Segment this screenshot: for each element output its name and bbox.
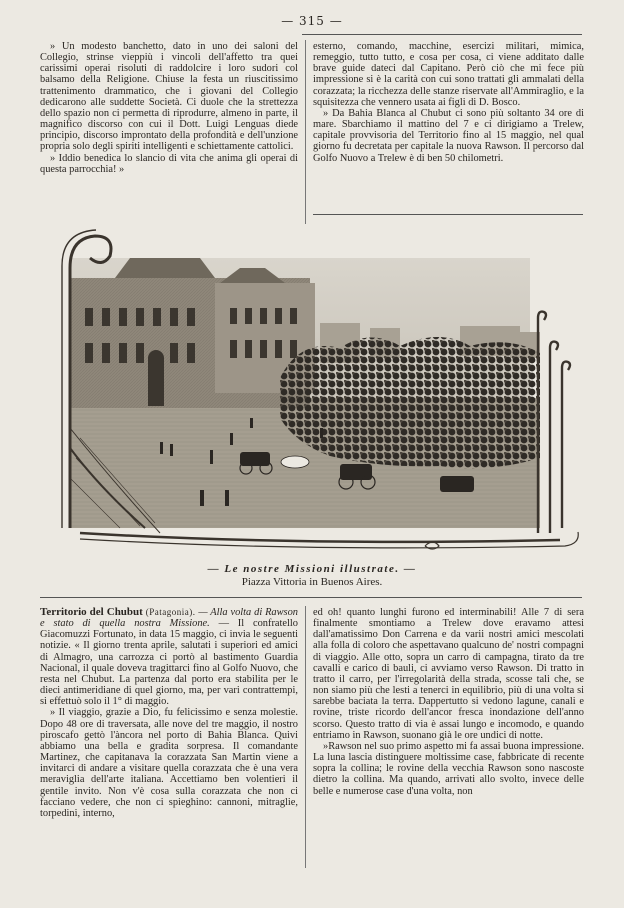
column-divider bbox=[305, 606, 306, 868]
paragraph: ed oh! quanto lunghi furono ed interminabili! Alle 7 di sera finalmente smontiamo a Trelew dove eravamo attesi dall'amatissimo Don Carrena e da varii nostri amici mescolati alla folla di coloro che aspettavano qualcuno de' nostri compagni di viaggio. Alle otto, sopra un carro di campagna, tirato da tre cavalli e carico di bauli, ci avviamo verso Rawson. Di tratto in tratto il carro, per l'irregolarità della strada, scosse tali che, se non siamo più che lesti a tenerci in equilibrio, più di una volta si sarebbe baciata la terra. Dappertutto si vedono lagune, canali e rovine, triste ricordo dell'ancor fresca inondazione dell'anno scorso. Questo tratto di via è assai lungo e incomodo, e quando entriamo in Rawson, suonano già le ore undici di notte. bbox=[313, 607, 584, 741]
paragraph: » Da Bahia Blanca al Chubut ci sono più soltanto 34 ore di mare. Sbarchiamo il mattino del 7 e ci dirigiamo a Trelew, capitale provvisoria del Territorio fino al 15 maggio, nel qual giorno fu decretata per capitale la nuova Rawson. Il percorso dal Golfo Nuovo a Trelew è di ben 50 chilometri. bbox=[313, 107, 584, 164]
section-subheading: — Alla volta di Rawson e stato di quella nostra Missione. bbox=[40, 607, 298, 630]
paragraph: »Rawson nel suo primo aspetto mi fa assai buona impressione. La luna lascia distinguere moltissime case, fabbricate di recente sopra la collina; le rovine della vecchia Rawson sono nascoste dietro la collina. Ma quando, arrivati allo svolto, invece delle belle e numerose case d'una volta, non bbox=[313, 740, 584, 797]
palace bbox=[70, 258, 315, 408]
paragraph-text: — Il confratello Giacomuzzi Fortunato, in data 15 maggio, ci invia le seguenti notizie. « Il giorno trenta aprile, salutati i superiori ed amici di Almagro, una carrozza ci portò al bastimento Guardia Nacional, il quale doveva tragittarci fino al Golfo Nuovo, che resta nel Chubut. La partenza dal porto era stabilita per le dieci antimeridiane di quel giorno, ma, per vari contrattempi, si effettuò solo il 1° di maggio. bbox=[40, 618, 298, 708]
header-rule bbox=[302, 34, 582, 35]
illustration-plaza bbox=[40, 228, 582, 558]
section-opening-paragraph bbox=[40, 607, 298, 707]
figure-caption-title: — Le nostre Missioni illustrate. — bbox=[207, 563, 417, 575]
figure-caption-subtitle: Piazza Vittoria in Buenos Aires. bbox=[241, 576, 383, 588]
paragraph: » Il viaggio, grazie a Dio, fu felicissimo e senza molestie. Dopo 48 ore di traversata, alle nove del tre maggio, il nostro piroscafo gettò l'àncora nel porto di Bahia Blanca. Quivi abbiamo una bella e gradita sorpresa. Il comandante Martinez, che capitanava la corazzata San Martin viene a invitarci di andare a visitare quella corazzata che è una vera meraviglia dell'arte italiana. Accettiamo ben volentieri il gentile invito. Non v'è cosa sulla corazzata che non ci facciano vedere, che non ci spieghino: cannoni, mitraglie, torpedini, interno, bbox=[40, 707, 298, 819]
paragraph: » Iddio benedica lo slancio di vita che anima gli operai di questa parrocchia! » bbox=[40, 152, 298, 175]
bottom-right-column bbox=[313, 607, 584, 797]
top-left-column bbox=[40, 41, 298, 175]
top-right-column bbox=[313, 41, 584, 164]
section-heading-region: (Patagonia). bbox=[145, 607, 196, 617]
paragraph: esterno, comando, macchine, esercizi militari, mimica, remeggio, tutto tutto, e cosa per cosa, ci viene additato dalle brave guide dateci dal Capitano. Però ciò che mi fece più impressione si è la carità con cui sono trattati gli ammalati della corazzata; la ricchezza delle stanze riservate all'Ammiraglio, e la squisitezza che vennero usata ai figli di D. Bosco. bbox=[313, 41, 584, 108]
bottom-left-column bbox=[40, 607, 298, 819]
section-heading: Territorio del Chubut bbox=[40, 606, 143, 618]
paragraph: » Un modesto banchetto, dato in uno dei saloni del Collegio, strinse vieppiù i vincoli dell'affetto tra quei carissimi operai risoluti di raddolcire i loro sudori col balsamo della Religione. Chiuse la festa un riuscitissimo trattenimento drammatico, che i giovani del Collegio dedicarono alle suddette Società. Ci duole che la strettezza dello spazio non ci permetta di riprodurre, almeno in parte, il magnifico discorso con cui il Dott. Luigi Lenguas diede principio, discorso improntato della profondità e dell'unzione propria solo degli spiriti intelligenti e schiettamente cattolici. bbox=[40, 41, 298, 153]
plaza-engraving bbox=[40, 228, 582, 558]
column-divider bbox=[305, 40, 306, 224]
top-right-end-rule bbox=[313, 214, 583, 215]
caption-rule bbox=[40, 597, 582, 598]
page-number: — 315 — bbox=[281, 14, 343, 28]
trees bbox=[280, 337, 540, 468]
